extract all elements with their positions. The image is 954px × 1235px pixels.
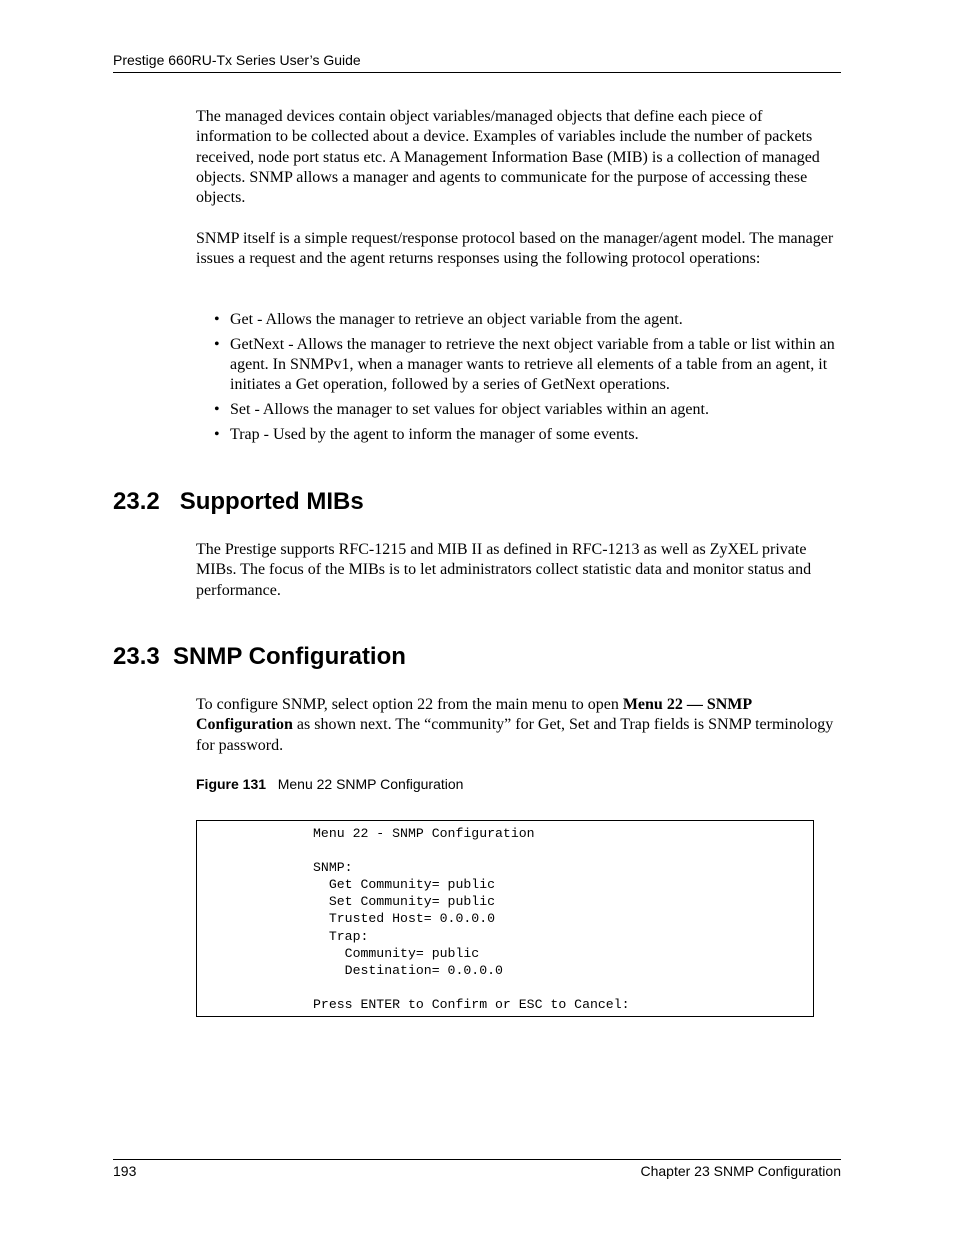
list-item-text: Get - Allows the manager to retrieve an object variable from the agent. xyxy=(230,311,683,328)
bullet-icon: • xyxy=(214,335,220,353)
figure-caption xyxy=(196,776,463,792)
section-heading-snmp-configuration: 23.3 SNMP Configuration xyxy=(113,643,406,670)
intro-paragraph-1: The managed devices contain object variables/managed objects that define each piece of information to be collected about a device. Examples of variables include the number of packets received, node port status etc. A Management Information Base (MIB) is a collection of managed objects. SNMP allows a manager and agents to communicate for the purpose of accessing these objects. xyxy=(196,108,820,207)
paragraph-text: as shown next. The “community” for Get, Set and Trap fields is SNMP terminology for password. xyxy=(196,716,834,754)
terminal-screen-text: Menu 22 - SNMP Configuration SNMP: Get Community= public Set Community= public Trusted Host= 0.0.0.0 Trap: Community= public Destination= 0.0.0.0 Press ENTER to Confirm or ESC to Cancel: xyxy=(313,826,630,1012)
figure-title: Menu 22 SNMP Configuration xyxy=(277,776,464,792)
list-item xyxy=(214,400,841,420)
page-header xyxy=(113,50,841,73)
bullet-icon: • xyxy=(214,401,220,419)
figure-label: Figure 131 xyxy=(196,776,267,792)
list-item xyxy=(214,310,841,330)
paragraph-text: To configure SNMP, select option 22 from the main menu to open xyxy=(196,696,623,713)
list-item-text: Trap - Used by the agent to inform the manager of some events. xyxy=(230,425,639,443)
page-footer xyxy=(113,1159,841,1186)
menu-reference: Menu 22 — SNMP Configuration xyxy=(196,696,752,734)
snmp-configuration-screen xyxy=(196,820,814,1017)
snmp-configuration-paragraph xyxy=(196,695,841,756)
section-heading-supported-mibs: 23.2 Supported MIBs xyxy=(113,488,364,515)
list-item-text: GetNext - Allows the manager to retrieve the next object variable from a table or list within an agent. In SNMPv1, when a manager wants to retrieve all elements of a table from an agent, it initiates a Get operation, followed by a series of GetNext operations. xyxy=(230,335,835,394)
protocol-operations-list xyxy=(214,310,841,450)
list-item-text: Set - Allows the manager to set values for object variables within an agent. xyxy=(230,401,709,419)
list-item xyxy=(214,425,841,445)
chapter-title: Chapter 23 SNMP Configuration xyxy=(640,1163,841,1179)
list-item xyxy=(214,335,841,396)
bullet-icon: • xyxy=(214,425,220,443)
bullet-icon: • xyxy=(214,311,220,328)
page-number: 193 xyxy=(113,1163,137,1179)
intro-paragraph-2: SNMP itself is a simple request/response protocol based on the manager/agent model. The manager issues a request and the agent returns responses using the following protocol operations: xyxy=(196,230,834,268)
supported-mibs-paragraph: The Prestige supports RFC-1215 and MIB II as defined in RFC-1213 as well as ZyXEL private MIBs. The focus of the MIBs is to let administrators collect statistic data and monitor status and performance. xyxy=(196,541,812,599)
header-title: Prestige 660RU-Tx Series User’s Guide xyxy=(113,52,361,68)
